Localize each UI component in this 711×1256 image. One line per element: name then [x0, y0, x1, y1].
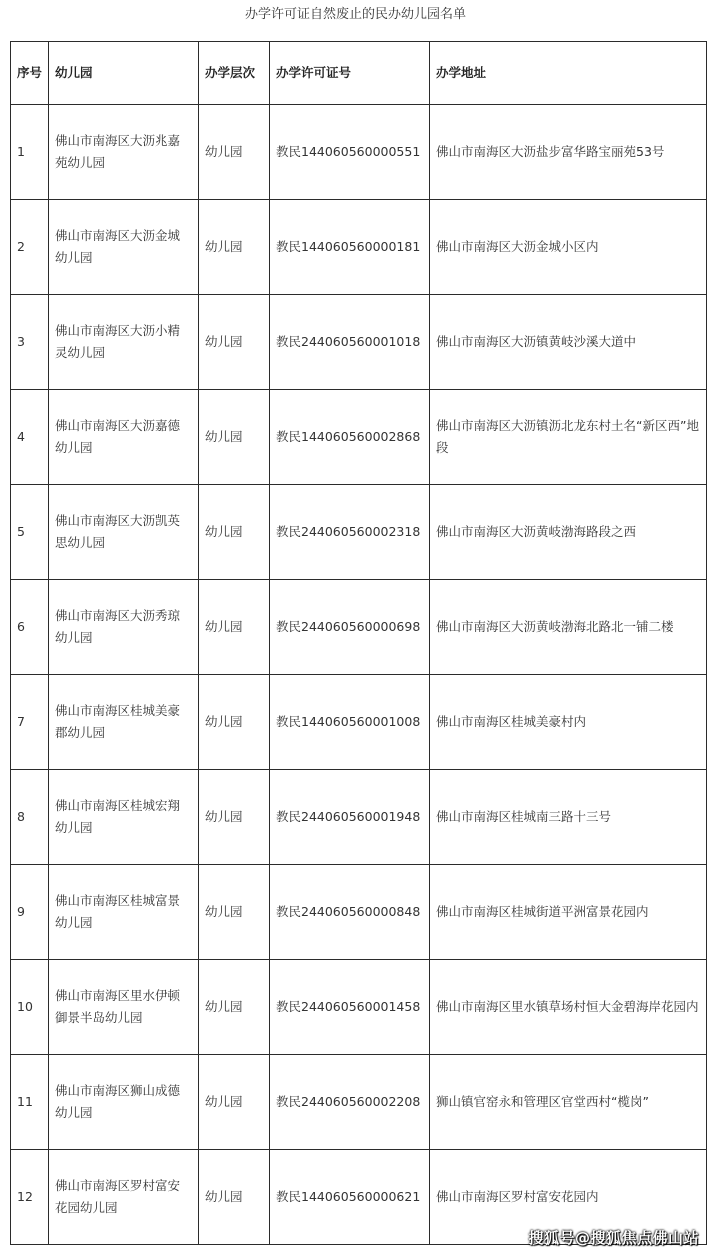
- cell-level: 幼儿园: [199, 105, 270, 200]
- cell-no: 10: [11, 960, 49, 1055]
- cell-level: 幼儿园: [199, 960, 270, 1055]
- cell-no: 7: [11, 675, 49, 770]
- cell-license: 教民244060560001018: [270, 295, 430, 390]
- table-row: [11, 485, 707, 580]
- header-license: 办学许可证号: [270, 42, 430, 105]
- cell-name: 佛山市南海区大沥金城幼儿园: [49, 200, 199, 295]
- cell-level: 幼儿园: [199, 770, 270, 865]
- cell-name: 佛山市南海区里水伊顿御景半岛幼儿园: [49, 960, 199, 1055]
- cell-level: 幼儿园: [199, 1055, 270, 1150]
- cell-name: 佛山市南海区大沥小精灵幼儿园: [49, 295, 199, 390]
- cell-license: 教民244060560000848: [270, 865, 430, 960]
- cell-no: 12: [11, 1150, 49, 1245]
- cell-address: 佛山市南海区罗村富安花园内: [430, 1150, 707, 1245]
- watermark: 搜狐号@搜狐焦点佛山站: [528, 1229, 699, 1247]
- table-row: [11, 390, 707, 485]
- header-address: 办学地址: [430, 42, 707, 105]
- cell-name: 佛山市南海区大沥兆嘉苑幼儿园: [49, 105, 199, 200]
- cell-no: 6: [11, 580, 49, 675]
- cell-license: 教民244060560002208: [270, 1055, 430, 1150]
- cell-name: 佛山市南海区大沥秀琼幼儿园: [49, 580, 199, 675]
- cell-license: 教民244060560002318: [270, 485, 430, 580]
- cell-no: 1: [11, 105, 49, 200]
- cell-license: 教民144060560000551: [270, 105, 430, 200]
- cell-license: 教民244060560001948: [270, 770, 430, 865]
- cell-no: 5: [11, 485, 49, 580]
- cell-address: 佛山市南海区桂城街道平洲富景花园内: [430, 865, 707, 960]
- cell-address: 佛山市南海区桂城美豪村内: [430, 675, 707, 770]
- table-row: [11, 1055, 707, 1150]
- table-row: [11, 580, 707, 675]
- cell-level: 幼儿园: [199, 675, 270, 770]
- table-row: [11, 105, 707, 200]
- cell-level: 幼儿园: [199, 580, 270, 675]
- page-title: 办学许可证自然废止的民办幼儿园名单: [244, 7, 466, 22]
- cell-address: 佛山市南海区大沥镇黄岐沙溪大道中: [430, 295, 707, 390]
- cell-address: 佛山市南海区桂城南三路十三号: [430, 770, 707, 865]
- cell-name: 佛山市南海区桂城富景幼儿园: [49, 865, 199, 960]
- table-header-row: [11, 42, 707, 105]
- cell-name: 佛山市南海区狮山成德幼儿园: [49, 1055, 199, 1150]
- header-name: 幼儿园: [49, 42, 199, 105]
- cell-level: 幼儿园: [199, 1150, 270, 1245]
- table-row: [11, 200, 707, 295]
- cell-no: 3: [11, 295, 49, 390]
- table-row: [11, 960, 707, 1055]
- cell-address: 佛山市南海区大沥黄岐渤海路段之西: [430, 485, 707, 580]
- cell-no: 2: [11, 200, 49, 295]
- cell-address: 狮山镇官窑永和管理区官堂西村“榄岗”: [430, 1055, 707, 1150]
- cell-level: 幼儿园: [199, 390, 270, 485]
- kindergarten-table: [10, 41, 707, 1245]
- cell-address: 佛山市南海区里水镇草场村恒大金碧海岸花园内: [430, 960, 707, 1055]
- cell-name: 佛山市南海区大沥凯英思幼儿园: [49, 485, 199, 580]
- cell-license: 教民144060560002868: [270, 390, 430, 485]
- cell-license: 教民244060560001458: [270, 960, 430, 1055]
- cell-license: 教民244060560000698: [270, 580, 430, 675]
- table-row: [11, 295, 707, 390]
- cell-level: 幼儿园: [199, 200, 270, 295]
- cell-address: 佛山市南海区大沥盐步富华路宝丽苑53号: [430, 105, 707, 200]
- cell-address: 佛山市南海区大沥镇沥北龙东村土名“新区西”地段: [430, 390, 707, 485]
- header-no: 序号: [11, 42, 49, 105]
- table-row: [11, 675, 707, 770]
- cell-address: 佛山市南海区大沥金城小区内: [430, 200, 707, 295]
- cell-no: 8: [11, 770, 49, 865]
- cell-address: 佛山市南海区大沥黄岐渤海北路北一铺二楼: [430, 580, 707, 675]
- cell-no: 9: [11, 865, 49, 960]
- cell-no: 11: [11, 1055, 49, 1150]
- cell-name: 佛山市南海区桂城美豪郡幼儿园: [49, 675, 199, 770]
- cell-license: 教民144060560001008: [270, 675, 430, 770]
- cell-name: 佛山市南海区桂城宏翔幼儿园: [49, 770, 199, 865]
- cell-level: 幼儿园: [199, 485, 270, 580]
- cell-license: 教民144060560000621: [270, 1150, 430, 1245]
- cell-license: 教民144060560000181: [270, 200, 430, 295]
- cell-no: 4: [11, 390, 49, 485]
- cell-level: 幼儿园: [199, 865, 270, 960]
- table-row: [11, 865, 707, 960]
- cell-level: 幼儿园: [199, 295, 270, 390]
- table-row: [11, 770, 707, 865]
- cell-name: 佛山市南海区大沥嘉德幼儿园: [49, 390, 199, 485]
- header-level: 办学层次: [199, 42, 270, 105]
- cell-name: 佛山市南海区罗村富安花园幼儿园: [49, 1150, 199, 1245]
